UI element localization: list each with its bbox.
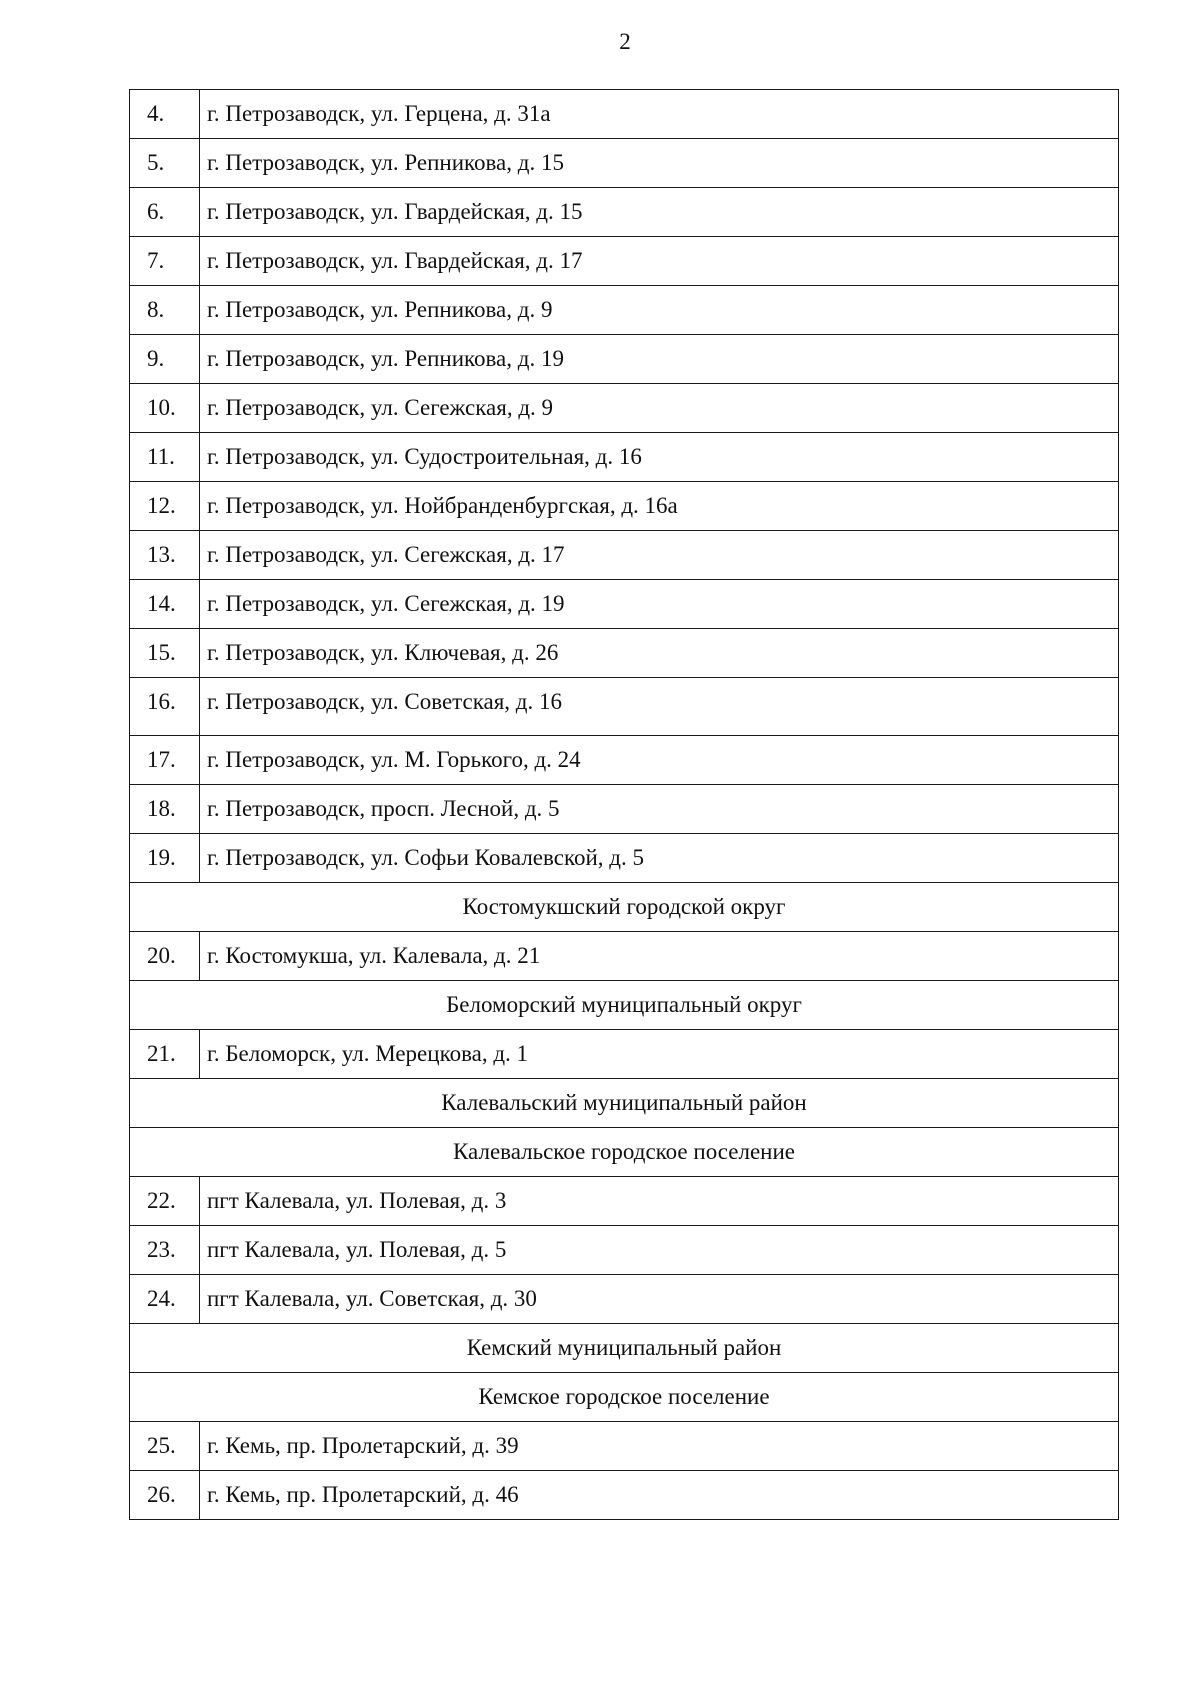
- row-address: г. Кемь, пр. Пролетарский, д. 39: [200, 1422, 1119, 1471]
- section-row: [130, 1128, 1119, 1177]
- row-address: г. Петрозаводск, ул. Сегежская, д. 9: [200, 384, 1119, 433]
- row-number: 7.: [130, 237, 200, 286]
- row-number: 23.: [130, 1226, 200, 1275]
- table-row: [130, 237, 1119, 286]
- row-address: г. Петрозаводск, ул. М. Горького, д. 24: [200, 736, 1119, 785]
- row-address: г. Петрозаводск, ул. Ключевая, д. 26: [200, 629, 1119, 678]
- table-row: [130, 433, 1119, 482]
- table-row: [130, 834, 1119, 883]
- address-table: [129, 89, 1119, 1520]
- address-table-body: [130, 90, 1119, 1520]
- row-number: 16.: [130, 678, 200, 736]
- table-row: [130, 1030, 1119, 1079]
- table-row: [130, 1471, 1119, 1520]
- section-title: Кемский муниципальный район: [130, 1324, 1119, 1373]
- row-address: г. Петрозаводск, ул. Герцена, д. 31а: [200, 90, 1119, 139]
- row-number: 24.: [130, 1275, 200, 1324]
- row-number: 22.: [130, 1177, 200, 1226]
- section-row: [130, 883, 1119, 932]
- row-address: пгт Калевала, ул. Советская, д. 30: [200, 1275, 1119, 1324]
- table-row: [130, 90, 1119, 139]
- row-address: г. Кемь, пр. Пролетарский, д. 46: [200, 1471, 1119, 1520]
- table-row: [130, 188, 1119, 237]
- row-number: 11.: [130, 433, 200, 482]
- row-number: 5.: [130, 139, 200, 188]
- row-number: 17.: [130, 736, 200, 785]
- section-title: Кемское городское поселение: [130, 1373, 1119, 1422]
- table-row: [130, 482, 1119, 531]
- row-address: г. Петрозаводск, ул. Советская, д. 16: [200, 678, 1119, 736]
- section-row: [130, 1324, 1119, 1373]
- row-address: г. Петрозаводск, ул. Софьи Ковалевской, д. 5: [200, 834, 1119, 883]
- row-number: 9.: [130, 335, 200, 384]
- section-row: [130, 1079, 1119, 1128]
- row-address: пгт Калевала, ул. Полевая, д. 5: [200, 1226, 1119, 1275]
- row-number: 19.: [130, 834, 200, 883]
- row-address: г. Петрозаводск, ул. Репникова, д. 15: [200, 139, 1119, 188]
- row-address: г. Петрозаводск, ул. Нойбранденбургская, д. 16а: [200, 482, 1119, 531]
- page-number: 2: [619, 29, 631, 54]
- table-row: [130, 932, 1119, 981]
- row-number: 20.: [130, 932, 200, 981]
- table-row: [130, 531, 1119, 580]
- row-address: г. Петрозаводск, ул. Гвардейская, д. 15: [200, 188, 1119, 237]
- table-row: [130, 384, 1119, 433]
- row-number: 4.: [130, 90, 200, 139]
- section-title: Беломорский муниципальный округ: [130, 981, 1119, 1030]
- row-address: г. Костомукша, ул. Калевала, д. 21: [200, 932, 1119, 981]
- row-address: г. Петрозаводск, ул. Судостроительная, д. 16: [200, 433, 1119, 482]
- row-number: 13.: [130, 531, 200, 580]
- table-row: [130, 736, 1119, 785]
- section-row: [130, 1373, 1119, 1422]
- row-number: 25.: [130, 1422, 200, 1471]
- table-row: [130, 1275, 1119, 1324]
- row-number: 21.: [130, 1030, 200, 1079]
- table-row: [130, 678, 1119, 736]
- row-address: г. Беломорск, ул. Мерецкова, д. 1: [200, 1030, 1119, 1079]
- table-row: [130, 1226, 1119, 1275]
- table-row: [130, 1177, 1119, 1226]
- table-row: [130, 286, 1119, 335]
- section-row: [130, 981, 1119, 1030]
- section-title: Калевальский муниципальный район: [130, 1079, 1119, 1128]
- row-number: 14.: [130, 580, 200, 629]
- row-number: 10.: [130, 384, 200, 433]
- table-row: [130, 785, 1119, 834]
- row-address: г. Петрозаводск, ул. Репникова, д. 19: [200, 335, 1119, 384]
- table-row: [130, 580, 1119, 629]
- section-title: Калевальское городское поселение: [130, 1128, 1119, 1177]
- row-number: 12.: [130, 482, 200, 531]
- row-address: г. Петрозаводск, просп. Лесной, д. 5: [200, 785, 1119, 834]
- row-number: 6.: [130, 188, 200, 237]
- row-number: 26.: [130, 1471, 200, 1520]
- section-title: Костомукшский городской округ: [130, 883, 1119, 932]
- table-row: [130, 1422, 1119, 1471]
- row-number: 8.: [130, 286, 200, 335]
- row-address: г. Петрозаводск, ул. Гвардейская, д. 17: [200, 237, 1119, 286]
- row-address: г. Петрозаводск, ул. Сегежская, д. 19: [200, 580, 1119, 629]
- row-address: г. Петрозаводск, ул. Сегежская, д. 17: [200, 531, 1119, 580]
- row-number: 18.: [130, 785, 200, 834]
- table-row: [130, 629, 1119, 678]
- row-address: г. Петрозаводск, ул. Репникова, д. 9: [200, 286, 1119, 335]
- table-row: [130, 335, 1119, 384]
- row-address: пгт Калевала, ул. Полевая, д. 3: [200, 1177, 1119, 1226]
- table-row: [130, 139, 1119, 188]
- row-number: 15.: [130, 629, 200, 678]
